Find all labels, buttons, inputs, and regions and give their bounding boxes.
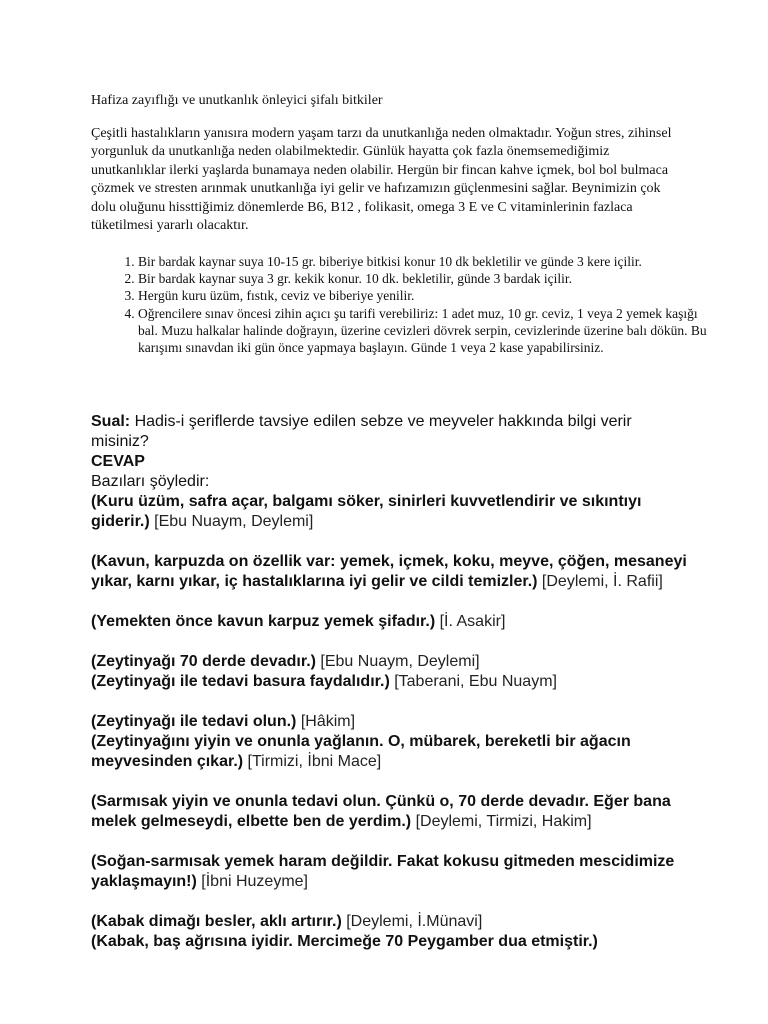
hadith-quote: (Kavun, karpuzda on özellik var: yemek, içmek, koku, meyve, çöğen, mesaneyi yıkar, karnı yıkar, iç hastalıklarına iyi gelir ve cildi temizler.) [91, 553, 687, 590]
list-item: 2. Bir bardak kaynar suya 3 gr. kekik konur. 10 dk. bekletilir, günde 3 bardak içilir. [138, 270, 718, 287]
answer-intro: Bazıları şöyledir: [91, 473, 210, 490]
hadith-source: [İ. Asakir] [435, 613, 506, 630]
hadith-source: [İbni Huzeyme] [196, 873, 308, 890]
hadith-source: [Deylemi, Tirmizi, Hakim] [411, 813, 592, 830]
question [91, 412, 691, 452]
hadith-entry [91, 652, 691, 672]
hadith-quote: (Zeytinyağını yiyin ve onunla yağlanın. O, mübarek, bereketli bir ağacın meyvesinden çıkar.) [91, 733, 631, 770]
hadith-entry [91, 732, 691, 772]
hadith-source: [Ebu Nuaym, Deylemi] [149, 513, 314, 530]
hadith-entry [91, 672, 691, 692]
hadith-quote: (Zeytinyağı 70 derde devadır.) [91, 653, 316, 670]
hadith-entry [91, 612, 691, 632]
hadith-quote: (Soğan-sarmısak yemek haram değildir. Fakat kokusu gitmeden mescidimize yaklaşmayın!) [91, 853, 675, 890]
list-item: 4. Oğrencilere sınav öncesi zihin açıcı şu tarifi verebiliriz: 1 adet muz, 10 gr. ceviz, 1 veya 2 yemek kaşığı bal. Muzu halkalar halinde doğrayın, üzerine cevizleri dövrek serpin, cevizlerinde üzerine balı dökün. Bu karışımı sınavdan iki gün önce yapmaya başlayın. Günde 1 veya 2 kase yapabilirsiniz. [138, 305, 718, 357]
hadith-source: [Deylemi, İ.Münavi] [341, 913, 483, 930]
hadith-entry [91, 552, 691, 592]
list-item: 1. Bir bardak kaynar suya 10-15 gr. biberiye bitkisi konur 10 dk bekletilir ve günde 3 kere içilir. [138, 253, 718, 270]
document-title: Hafiza zayıflığı ve unutkanlık önleyici şifalı bitkiler [91, 93, 383, 108]
hadith-source: [Taberani, Ebu Nuaym] [389, 673, 557, 690]
hadith-quote: (Kuru üzüm, safra açar, balgamı söker, sinirleri kuvvetlendirir ve sıkıntıyı giderir.) [91, 493, 642, 530]
hadith-source: [Ebu Nuaym, Deylemi] [315, 653, 480, 670]
hadith-source: [Deylemi, İ. Rafii] [537, 573, 663, 590]
hadith-quote: (Sarmısak yiyin ve onunla tedavi olun. Çünkü o, 70 derde devadır. Eğer bana melek gelmeseydi, elbette ben de yerdim.) [91, 793, 671, 830]
hadith-entry [91, 712, 691, 732]
answer-label: CEVAP [91, 453, 145, 470]
hadith-source: [Hâkim] [296, 713, 356, 730]
remedy-list [91, 253, 718, 356]
hadith-entry [91, 932, 691, 952]
intro-paragraph: Çeşitli hastalıkların yanısıra modern yaşam tarzı da unutkanlığa neden olmaktadır. Yoğun stres, zihinsel yorgunluk da unutkanlığa neden olabilmektedir. Günlük hayatta çok fazla önemsemediğimiz unutkanlıklar ilerki yaşlarda bunamaya neden olabilir. Hergün bir fincan kahve içmek, bol bol bulmaca çözmek ve stresten arınmak unutkanlığa iyi gelir ve hafızamızın güçlenmesini sağlar. Beynimizin çok dolu oluğunu hissttiğimiz dönemlerde B6, B12 , folikasit, omega 3 E ve C vitaminlerinin fazlaca tüketilmesi yararlı olacaktır. [91, 126, 672, 234]
hadith-quote: (Kabak, baş ağrısına iyidir. Mercimeğe 70 Peygamber dua etmiştir.) [91, 933, 598, 950]
question-label: Sual: [91, 413, 131, 430]
hadith-entry [91, 492, 691, 532]
hadith-source: [Tirmizi, İbni Mace] [243, 753, 382, 770]
list-item: 3. Hergün kuru üzüm, fıstık, ceviz ve biberiye yenilir. [138, 287, 718, 304]
hadith-quote: (Kabak dimağı besler, aklı artırır.) [91, 913, 342, 930]
qa-section [91, 412, 691, 952]
hadith-entry [91, 852, 691, 892]
hadith-entry [91, 792, 691, 832]
hadith-quote: (Yemekten önce kavun karpuz yemek şifadır.) [91, 613, 436, 630]
hadith-entry [91, 912, 691, 932]
question-text: Hadis-i şeriflerde tavsiye edilen sebze ve meyveler hakkında bilgi verir misiniz? [91, 413, 632, 450]
hadith-quote: (Zeytinyağı ile tedavi basura faydalıdır.) [91, 673, 390, 690]
hadith-quote: (Zeytinyağı ile tedavi olun.) [91, 713, 297, 730]
